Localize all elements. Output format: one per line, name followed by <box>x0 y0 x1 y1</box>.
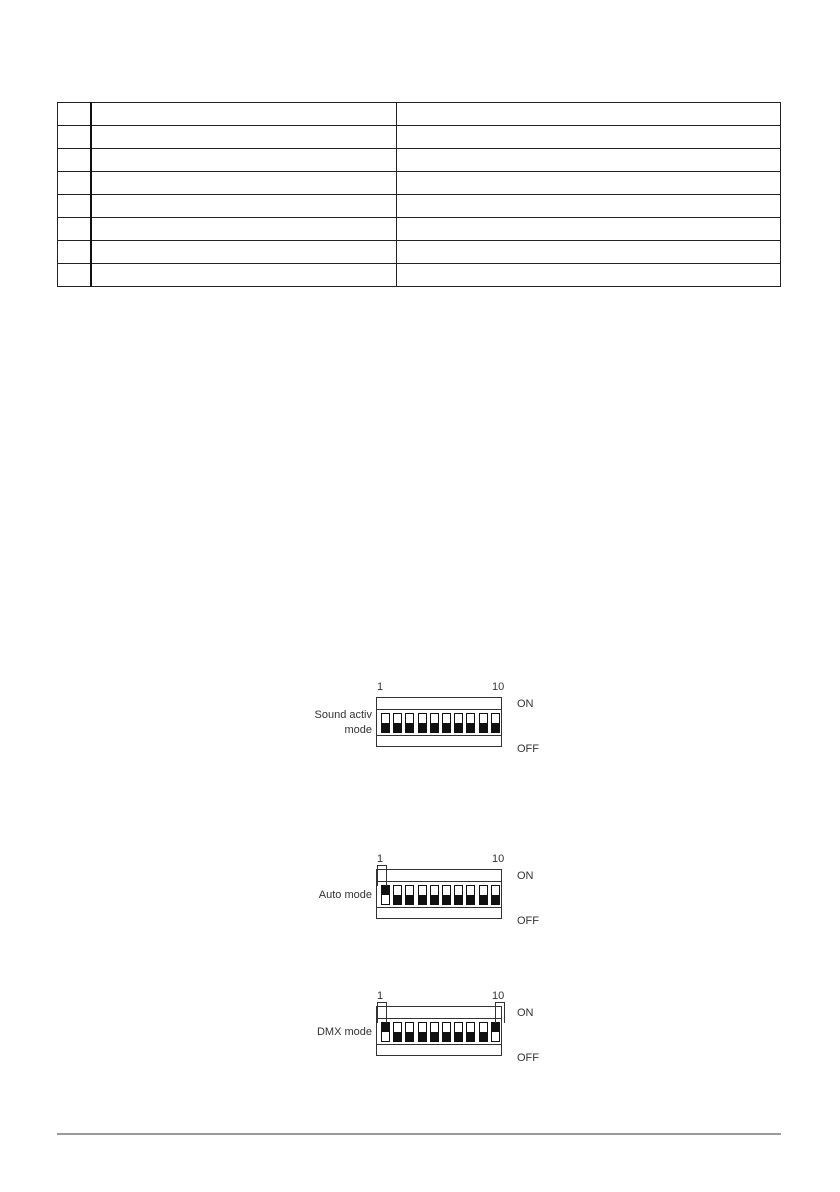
mode-label-line1: Auto mode <box>318 889 372 901</box>
table-row <box>58 126 781 149</box>
dip-switch-7 <box>454 713 463 733</box>
dip-switch-5 <box>430 1022 439 1042</box>
table-row <box>58 195 781 218</box>
dip-switch-diagram-auto-mode <box>290 853 560 937</box>
mode-label <box>317 1025 372 1040</box>
dip-switch-10 <box>491 713 500 733</box>
dip-switch-6 <box>442 713 451 733</box>
dip-switch-diagram-sound-mode <box>290 681 560 765</box>
settings-table <box>57 102 781 287</box>
table-cell <box>397 172 781 195</box>
dip-switch-3 <box>405 713 414 733</box>
dip-switch-1 <box>381 1022 390 1042</box>
table-cell <box>397 126 781 149</box>
dip-switch-10 <box>491 1022 500 1042</box>
dip-switch-4 <box>418 885 427 905</box>
dip-switch-8 <box>466 713 475 733</box>
dip-switch-3 <box>405 885 414 905</box>
dip-switch-2 <box>393 713 402 733</box>
table-row <box>58 241 781 264</box>
dip-switch-5 <box>430 885 439 905</box>
table-cell <box>397 103 781 126</box>
table-cell <box>397 195 781 218</box>
dip-switch-4 <box>418 713 427 733</box>
switch-number-first: 1 <box>377 853 384 865</box>
switch-number-first: 1 <box>377 990 384 1002</box>
table-cell <box>58 172 92 195</box>
switch-10-pointer <box>495 1002 505 1023</box>
switch-number-last: 10 <box>492 681 505 693</box>
dip-switch-body <box>376 869 502 919</box>
table-cell <box>397 241 781 264</box>
table-cell <box>58 103 92 126</box>
table-cell <box>91 218 397 241</box>
switch-number-last: 10 <box>492 853 505 865</box>
table-cell <box>91 103 397 126</box>
table-cell <box>91 195 397 218</box>
dip-switch-9 <box>479 713 488 733</box>
table-row <box>58 149 781 172</box>
mode-label-line1: Sound activ <box>314 709 372 721</box>
dip-switch-6 <box>442 885 451 905</box>
dip-switch-body <box>376 1006 502 1056</box>
dip-switch-diagram-dmx-mode <box>290 990 560 1074</box>
table-cell <box>91 172 397 195</box>
dip-switch-1 <box>381 885 390 905</box>
table-cell <box>91 264 397 287</box>
switch-1-pointer <box>377 865 387 886</box>
dip-switch-7 <box>454 1022 463 1042</box>
mode-label <box>319 888 372 903</box>
dip-switch-9 <box>479 885 488 905</box>
table-cell <box>58 218 92 241</box>
dip-switch-7 <box>454 885 463 905</box>
table-cell <box>58 241 92 264</box>
dip-switch-2 <box>393 885 402 905</box>
table-cell <box>91 241 397 264</box>
dip-switch-8 <box>466 885 475 905</box>
dip-switch-2 <box>393 1022 402 1042</box>
table-row <box>58 103 781 126</box>
dip-switch-4 <box>418 1022 427 1042</box>
dip-switch-1 <box>381 713 390 733</box>
dip-switch-6 <box>442 1022 451 1042</box>
table-row <box>58 172 781 195</box>
table-cell <box>91 126 397 149</box>
on-label: ON <box>517 698 534 710</box>
on-label: ON <box>517 870 534 882</box>
dip-switch-8 <box>466 1022 475 1042</box>
off-label: OFF <box>517 743 539 755</box>
table-cell <box>58 195 92 218</box>
mode-label-line2: mode <box>344 724 372 736</box>
table-row <box>58 264 781 287</box>
mode-label-line1: DMX mode <box>316 1026 372 1038</box>
table-row <box>58 218 781 241</box>
on-label: ON <box>517 1007 534 1019</box>
dip-switch-10 <box>491 885 500 905</box>
table-cell <box>397 218 781 241</box>
table-cell <box>397 264 781 287</box>
dip-switch-body <box>376 697 502 747</box>
footer-divider <box>57 1133 781 1135</box>
table-cell <box>58 149 92 172</box>
off-label: OFF <box>517 1052 539 1064</box>
table-cell <box>58 264 92 287</box>
off-label: OFF <box>517 915 539 927</box>
mode-label <box>315 708 372 738</box>
dip-switch-3 <box>405 1022 414 1042</box>
table-cell <box>91 149 397 172</box>
switch-number-first: 1 <box>377 681 384 693</box>
switch-1-pointer <box>377 1002 387 1023</box>
table-cell <box>58 126 92 149</box>
switch-number-last: 10 <box>492 990 505 1002</box>
dip-switch-9 <box>479 1022 488 1042</box>
table-cell <box>397 149 781 172</box>
dip-switch-5 <box>430 713 439 733</box>
